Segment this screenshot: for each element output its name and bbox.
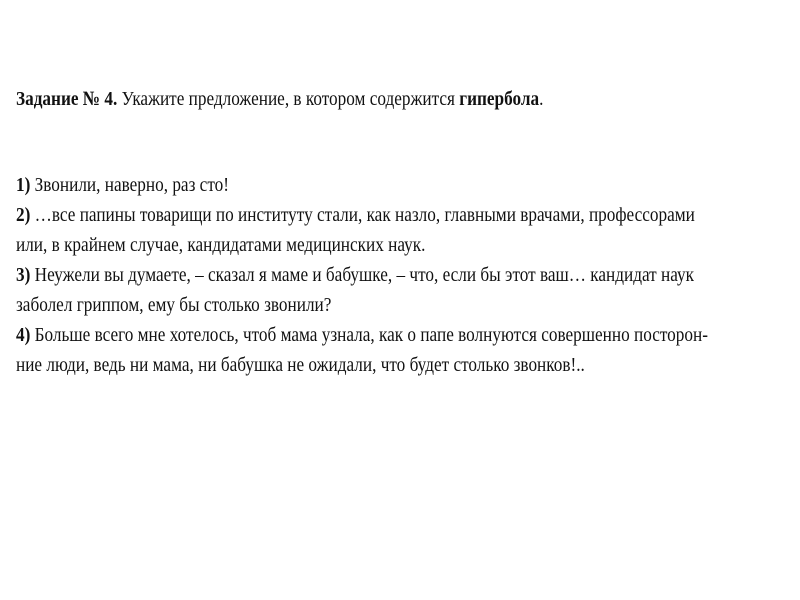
task-label: Задание № 4. [16, 88, 118, 110]
option-2-line-1 [16, 200, 695, 230]
option-1-number: 1) [16, 174, 31, 196]
option-4-text-2: ние люди, ведь ни мама, ни бабушка не ожидали, что будет столько звонков!.. [16, 354, 585, 376]
option-2-text-2: или, в крайнем случае, кандидатами медицинских наук. [16, 234, 426, 256]
option-1-line-1 [16, 170, 664, 200]
option-1 [16, 170, 788, 200]
option-3-text-2: заболел гриппом, ему бы столько звонили? [16, 294, 332, 316]
option-2-number: 2) [16, 204, 31, 226]
option-3-text-1: Неужели вы думаете, – сказал я маме и бабушке, – что, если бы этот ваш… кандидат наук [34, 264, 694, 286]
option-2-line-2 [16, 230, 664, 260]
option-4-line-1 [16, 320, 708, 350]
task-keyword: гипербола [459, 88, 540, 110]
option-4-text-1: Больше всего мне хотелось, чтоб мама узнала, как о папе волнуются совершенно посторон- [34, 324, 708, 346]
option-4-number: 4) [16, 324, 31, 346]
option-3-number: 3) [16, 264, 31, 286]
option-1-text-1: Звонили, наверно, раз сто! [34, 174, 229, 196]
task-end: . [539, 88, 544, 110]
option-3-line-2 [16, 290, 664, 320]
document-page [16, 78, 788, 380]
spacer [16, 114, 788, 170]
task-text: Укажите предложение, в котором содержится [117, 88, 460, 110]
option-2-text-1: …все папины товарищи по институту стали, как назло, главными врачами, профессорами [34, 204, 695, 226]
task-statement [16, 84, 664, 114]
option-3-line-1 [16, 260, 694, 290]
option-4-line-2 [16, 350, 664, 380]
option-4 [16, 320, 788, 380]
option-2 [16, 200, 788, 260]
option-3 [16, 260, 788, 320]
